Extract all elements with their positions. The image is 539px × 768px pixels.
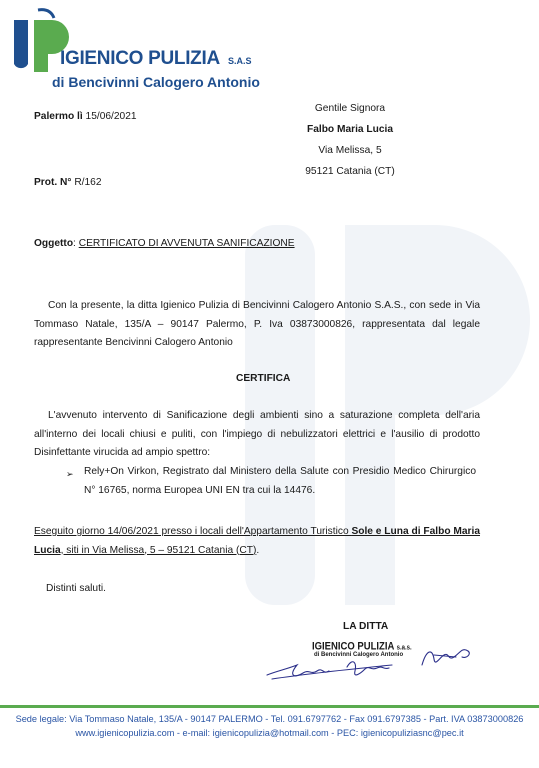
place-date [34,110,137,124]
stamp-suffix: s.a.s. [396,644,412,652]
footer-address: Sede legale: Via Tommaso Natale, 135/A - 90147 PALERMO - Tel. 091.6797762 - Fax 091.6797385 - Part. IVA 03873000826 [15,714,524,724]
protocol [34,176,102,190]
stamp-name: IGIENICO PULIZIA [312,640,394,653]
footer-divider [0,705,539,708]
subject-label: Oggetto [34,238,74,249]
executed-end: . [256,544,260,556]
protocol-label: Prot. N° [34,177,72,188]
protocol-number: R/162 [74,177,102,188]
intro-paragraph: Con la presente, la ditta Igienico Pulizia di Bencivinni Calogero Antonio S.A.S., con sede in Via Tommaso Natale, 135/A – 90147 Palermo, P. Iva 03873000826, rappresentata dal legale rappresentante Bencivinni Calogero Antonio [34,300,480,348]
bullet-marker: ➢ [66,469,74,479]
recipient-street: Via Melissa, 5 [318,145,382,156]
bullet-text: Rely+On Virkon, Registrato dal Ministero della Salute con Presidio Medico Chirurgico N° 16765, norma Europea UNI EN tra cui la 14476. [84,466,476,496]
subject-text: CERTIFICATO DI AVVENUTA SANIFICAZIONE [78,238,295,249]
handwritten-signature [262,645,492,685]
certifica-heading: CERTIFICA [236,373,291,384]
recipient-salutation: Gentile Signora [314,103,386,114]
closing: Distinti saluti. [46,583,107,594]
executed-bold-name: Sole e Luna di Falbo Maria Lucia [34,526,480,556]
executed-part1: Eseguito giorno 14/06/2021 presso i locali dell'Appartamento Turistico [34,526,352,537]
footer-contacts: www.igienicopulizia.com - e-mail: igienicopulizia@hotmail.com - PEC: igienicopuliziasnc@pec.it [75,728,464,738]
place-date-label: Palermo lì [34,111,83,122]
date-value: 15/06/2021 [85,111,137,122]
recipient-name: Falbo Maria Lucia [306,124,394,135]
body-paragraph: L'avvenuto intervento di Sanificazione degli ambienti sino a saturazione completa dell'aria all'interno dei locali chiusi e puliti, con l'impiego di nebulizzatori elettrici e l'ausilio di prodotto Disinfettante virucida ad ampio spettro: [34,410,480,458]
recipient-city: 95121 Catania (CT) [305,166,395,177]
subject-line: Oggetto: CERTIFICATO DI AVVENUTA SANIFICAZIONE [34,238,295,249]
recipient-block [286,98,414,182]
executed-paragraph [34,523,480,560]
company-logo [8,8,268,93]
logo-owner: di Bencivinni Calogero Antonio [52,74,260,90]
logo-suffix: S.A.S [228,56,252,66]
executed-part2: , siti in Via Melissa, 5 – 95121 Catania (CT) [60,544,257,556]
signature-label: LA DITTA [343,621,389,632]
stamp-owner: di Bencivinni Calogero Antonio [314,652,404,658]
logo-name: IGIENICO PULIZIA [60,48,220,69]
